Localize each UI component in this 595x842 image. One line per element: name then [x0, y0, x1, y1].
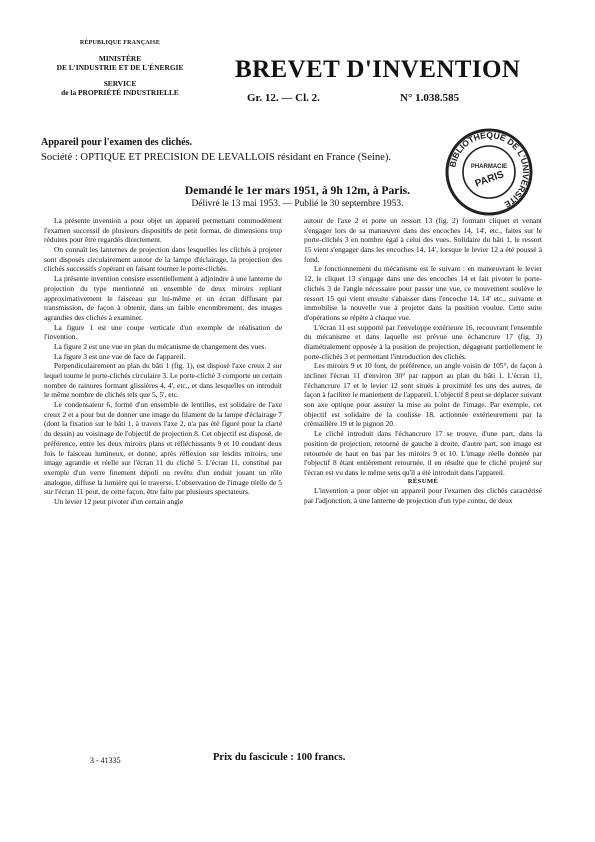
patent-subject: Appareil pour l'examen des clichés. — [41, 137, 193, 148]
paragraph: Le fonctionnement du mécanisme est le suivant : en manœuvrant le levier 12, le cliquet 13 s'engage dans une des encoches 14 et fait pivoter le porte-clichés 3 de l'angle nécessaire pour passer une vue, ce mouvement soulève le ressort 15 qui vient ensuite s'abaisser dans l'encoche 14, 14' etc., suivante et immobilise la nouvelle vue à projeter dans la position voulue. Cette suite d'opérations se répète à chaque vue. — [304, 264, 542, 322]
republique-label: RÉPUBLIQUE FRANÇAISE — [79, 40, 161, 46]
service-line-2: de la PROPRIÉTÉ INDUSTRIELLE — [61, 87, 179, 97]
resume-heading: RÉSUMÉ — [407, 477, 439, 485]
ministere-label — [40, 55, 200, 72]
paragraph: La figure 3 est une vue de face de l'appareil. — [54, 351, 186, 361]
resume-paragraph: L'invention a pour objet un appareil pour l'examen des clichés caractérisé par l'adjonction, à une lanterne de projection d'un type connu, de deux — [304, 486, 542, 505]
ministere-line-2: DE L'INDUSTRIE ET DE L'ÉNERGIE — [56, 62, 184, 72]
stamp-small-text: PHARMACIE — [470, 164, 508, 170]
stamp-ring-text: BIBLIOTHÈQUE DE L'UNIVERSITÉ — [447, 129, 532, 210]
stamp-center-text: PARIS — [473, 169, 506, 190]
service-line-1: SERVICE — [103, 79, 137, 89]
patent-number: N° 1.038.585 — [400, 92, 460, 104]
paragraph: autour de l'axe 2 et porte un ressort 13 (fig. 2) formant cliquet et venant s'engager lors de sa manœuvre dans des encoches 14, 14', etc., faites sur le porte-clichés 3 en nombre égal à celui des vues. Solidaire du bâti 1, le ressort 15 vient s'engager dans les encoches 14, 14', lorsque le levier 12 a été poussé à fond. — [304, 216, 542, 264]
grant-publication-dates: Délivré le 13 mai 1953. — Publié le 30 septembre 1953. — [191, 199, 404, 209]
paragraph: La présente invention a pour objet un appareil permettant commodément l'examen successif de plusieurs dispositifs de petit format, de dimensions trop réduites pour être regardés directement. — [44, 216, 282, 245]
paragraph: La figure 2 est une vue en plan du mécanisme de changement des vues. — [54, 341, 267, 351]
paragraph: Le condensateur 6, formé d'un ensemble de lentilles, est solidaire de l'axe creux 2 et a pour but de donner une image du filament de la lampe d'éclairage 7 (dont la fixation sur le bâti 1, à travers l'axe 2, n'a pas été figuré pour la clarté du dessin) au voisinage de l'objectif de projection 8. Cet objectif est disposé, de préférence, entre les deux miroirs plans et réfléchissants 9 et 10 coudant deux fois le faisceau lumineux, et donne, après réflexion sur lesdits miroirs, une image agrandie et réelle sur l'écran 11 du cliché 5. L'écran 11, constitué par exemple d'un verre finement dépoli ou revêtu d'un enduit jouant un rôle analogue, diffuse la lumière qui le traverse. L'observation de l'image réelle de 5 sur l'écran 11 peut, de cette façon, être faite par plusieurs spectateurs. — [44, 400, 282, 497]
document-title: BREVET D'INVENTION — [235, 56, 521, 83]
print-code: 3 - 41335 — [90, 756, 121, 765]
paragraph: La figure 1 est une coupe verticale d'un exemple de réalisation de l'invention. — [44, 322, 282, 342]
body-column-left — [44, 216, 282, 507]
classification: Gr. 12. — Cl. 2. — [247, 92, 320, 104]
paragraph: Les miroirs 9 et 10 font, de préférence, un angle voisin de 105°, de façon à incliner l'écran 11 d'environ 30° par rapport au plan du bâti 1. L'écran 11, l'échancrure 17 et le levier 12 sont situés à proximité les uns des autres, de façon à faciliter le maniement de l'appareil. L'objectif 8 peut se déplacer suivant son axe optique pour assurer la mise au point de l'image. Par exemple, cet objectif est solidaire de la coulisse 18, actionnée extérieurement par la crémaillère 19 et le pignon 20. — [304, 361, 542, 429]
office-header — [40, 40, 200, 97]
paragraph: Perpendiculairement au plan du bâti 1 (fig. 1), est disposé l'axe creux 2 sur lequel tourne le porte-clichés circulaire 3. Le porte-cliché 3 comporte un certain nombre de rainures formant glissières 4, 4', etc., et dans lesquelles on introduit le même nombre de clichés tels que 5, 5', etc. — [44, 361, 282, 400]
service-label — [40, 80, 200, 97]
paragraph: La présente invention consiste essentiellement à adjoindre à une lanterne de projection du type mentionné un ensemble de deux miroirs repliant approximativement le faisceau sur lui-même et un écran diffusant par transmission, de façon à obtenir, dans un faible encombrement, des images agrandies des clichés à examiner. — [44, 274, 282, 322]
paragraph: L'écran 11 est supporté par l'enveloppe extérieure 16, recouvrant l'ensemble du mécanisme et dans laquelle est prévue une échancrure 17 (fig. 3) diamétralement opposée à la position de projection, dégageant partiellement le porte-clichés 3 et permettant l'introduction des clichés. — [304, 322, 542, 361]
paragraph: Un levier 12 peut pivoter d'un certain angle — [54, 496, 184, 506]
body-column-right — [304, 216, 542, 506]
ministere-line-1: MINISTÈRE — [98, 54, 142, 63]
paragraph: On connaît les lanternes de projection dans lesquelles les clichés à projeter sont disposés circulairement autour de la lampe d'éclairage, la projection des clichés successifs s'opérant en faisant tourner le porte-clichés. — [44, 245, 282, 274]
filing-date: Demandé le 1er mars 1951, à 9h 12m, à Paris. — [184, 184, 411, 197]
patent-applicant: Société : OPTIQUE ET PRÉCISION DE LEVALLOIS résidant en France (Seine). — [41, 152, 392, 163]
paragraph: Le cliché introduit dans l'échancrure 17 se trouve, d'une part, dans la position de projection, retourné de gauche à droite, d'autre part, son image est retournée de haut en bas par les miroirs 9 et 10. L'image réelle donnée par l'objectif 8 étant entièrement retournée, il en résulte que le cliché projeté sur l'écran est vu dans le même sens qu'il a été introduit dans l'appareil. — [304, 429, 542, 477]
price-line: Prix du fascicule : 100 francs. — [213, 752, 346, 763]
